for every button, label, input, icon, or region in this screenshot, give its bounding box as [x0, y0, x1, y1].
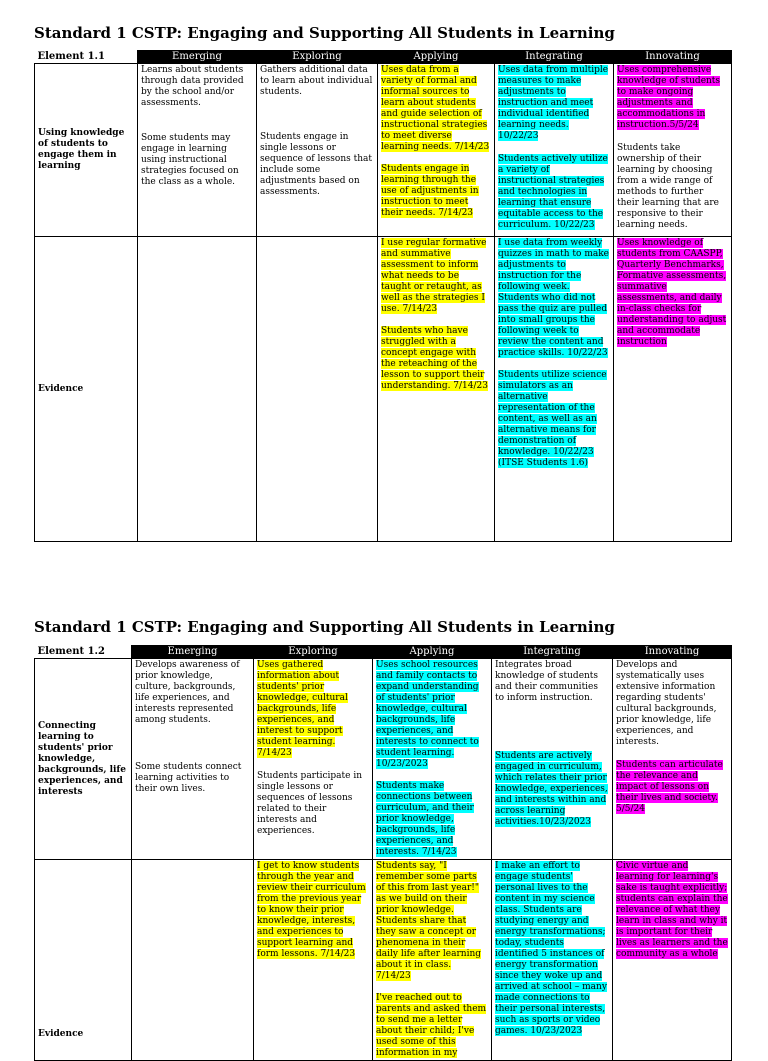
- cell-evidence-exploring: [254, 860, 373, 1061]
- element-label: Element 1.2: [35, 646, 132, 659]
- cell-evidence-emerging: [132, 860, 254, 1061]
- rubric-text: Some students may engage in learning using instructional strategies focused on the class as a whole.: [141, 133, 239, 187]
- rubric-text-highlighted: Students actively utilize a variety of instructional strategies and technologies in learning that ensure equitable access to the curriculum. 10/22/23: [498, 154, 608, 230]
- section-element-1-1: [34, 24, 731, 542]
- section-element-1-2: [34, 618, 731, 1061]
- table-row: [35, 659, 732, 860]
- cell-applying: [378, 64, 495, 237]
- rubric-text-highlighted: Uses data from a variety of formal and informal sources to learn about students and guide selection of instructional strategies to meet diverse learning needs. 7/14/23: [381, 65, 490, 152]
- row-label: Using knowledge of students to engage them in learning: [35, 64, 138, 237]
- rubric-text: Students engage in single lessons or sequence of lessons that include some adjustments based on assessments.: [260, 132, 372, 197]
- cell-emerging: [138, 64, 257, 237]
- column-header-integrating: Integrating: [492, 646, 613, 659]
- cell-evidence-emerging: [138, 237, 257, 542]
- evidence-label: Evidence: [35, 237, 138, 542]
- column-header-innovating: Innovating: [614, 51, 732, 64]
- rubric-text: Learns about students through data provided by the school and/or assessments.: [141, 65, 244, 108]
- rubric-table: [34, 645, 732, 1061]
- cell-evidence-innovating: [613, 860, 732, 1061]
- rubric-text: Students take ownership of their learning by choosing from a wide range of methods to further their learning that are responsive to their learning needs.: [617, 143, 719, 230]
- table-row-evidence: [35, 860, 732, 1061]
- evidence-text-highlighted: I get to know students through the year and review their curriculum from the previous year to know their prior knowledge, interests, and experiences to support learning and form lessons. 7/14/23: [257, 861, 366, 959]
- column-header-integrating: Integrating: [495, 51, 614, 64]
- cell-evidence-innovating: [614, 237, 732, 542]
- rubric-text: Gathers additional data to learn about individual students.: [260, 65, 373, 97]
- rubric-text: Develops and systematically uses extensive information regarding students' cultural backgrounds, prior knowledge, life experiences, and interests.: [616, 660, 717, 747]
- cell-exploring: [257, 64, 378, 237]
- table-header-row: [35, 646, 732, 659]
- cell-evidence-integrating: [492, 860, 613, 1061]
- cell-evidence-applying: [373, 860, 492, 1061]
- evidence-text-highlighted: I've reached out to parents and asked them to send me a letter about their child; I've used some of this information in my: [376, 993, 487, 1058]
- rubric-text: Some students connect learning activities to their own lives.: [135, 762, 242, 794]
- rubric-text: Students participate in single lessons or sequences of lessons related to their interests and experiences.: [257, 771, 363, 836]
- column-header-emerging: Emerging: [132, 646, 254, 659]
- table-row-evidence: [35, 237, 732, 542]
- cell-evidence-integrating: [495, 237, 614, 542]
- evidence-text-highlighted: I use regular formative and summative assessment to inform what needs to be taught or retaught, as well as the strategies I use. 7/14/23: [381, 238, 487, 314]
- row-label: Connecting learning to students' prior knowledge, backgrounds, life experiences, and interests: [35, 659, 132, 860]
- cell-integrating: [492, 659, 613, 860]
- page-title: Standard 1 CSTP: Engaging and Supporting All Students in Learning: [34, 24, 615, 42]
- rubric-text-highlighted: Uses data from multiple measures to make adjustments to instruction and meet individual identified learning needs. 10/22/23: [498, 65, 609, 141]
- rubric-text-highlighted: Students engage in learning through the use of adjustments in instruction to meet their needs. 7/14/23: [381, 164, 479, 218]
- rubric-table: [34, 50, 732, 542]
- evidence-text-highlighted: I use data from weekly quizzes in math to make adjustments to instruction for the following week. Students who did not pass the quiz are pulled into small groups the following week to review the content and practice skills. 10/22/23: [498, 238, 610, 358]
- table-row: [35, 64, 732, 237]
- cell-innovating: [613, 659, 732, 860]
- evidence-text-highlighted: Civic virtue and learning for learning's sake is taught explicitly; students can explain the relevance of what they learn in class and why it is important for their lives as learners and the community as a whole: [616, 861, 728, 959]
- rubric-text-highlighted: Students are actively engaged in curriculum, which relates their prior knowledge, experiences, and interests within and across learning activities.10/23/2023: [495, 751, 608, 827]
- rubric-text: Develops awareness of prior knowledge, culture, backgrounds, life experiences, and interests represented among students.: [135, 660, 240, 725]
- evidence-text-highlighted: Students utilize science simulators as an alternative representation of the content, as well as an alternative means for demonstration of knowledge. 10/22/23 (ITSE Students 1.6): [498, 370, 607, 468]
- cell-innovating: [614, 64, 732, 237]
- rubric-text-highlighted: Students can articulate the relevance and impact of lessons on their lives and society. 5/5/24: [616, 760, 723, 814]
- column-header-emerging: Emerging: [138, 51, 257, 64]
- cell-applying: [373, 659, 492, 860]
- cell-evidence-applying: [378, 237, 495, 542]
- evidence-label: Evidence: [35, 860, 132, 1061]
- column-header-exploring: Exploring: [257, 51, 378, 64]
- rubric-text-highlighted: Uses comprehensive knowledge of students to make ongoing adjustments and accommodations in instruction.5/5/24: [617, 65, 721, 130]
- evidence-text-highlighted: Uses knowledge of students from CAASPP, Quarterly Benchmarks, Formative assessments, summative assessments, and daily in-class checks for understanding to adjust and accommodate instruction: [617, 238, 727, 347]
- evidence-text-highlighted: Students who have struggled with a concept engage with the reteaching of the lesson to support their understanding. 7/14/23: [381, 326, 488, 391]
- rubric-text-highlighted: Students make connections between curriculum, and their prior knowledge, backgrounds, life experiences, and interests. 7/14/23: [376, 781, 474, 857]
- rubric-text-highlighted: Uses school resources and family contacts to expand understanding of students' prior knowledge, cultural backgrounds, life experiences, and interests to connect to student learning. 10/23/2023: [376, 660, 479, 769]
- column-header-exploring: Exploring: [254, 646, 373, 659]
- column-header-applying: Applying: [373, 646, 492, 659]
- cell-integrating: [495, 64, 614, 237]
- table-header-row: [35, 51, 732, 64]
- element-label: Element 1.1: [35, 51, 138, 64]
- page-title: Standard 1 CSTP: Engaging and Supporting All Students in Learning: [34, 618, 615, 636]
- rubric-text: Integrates broad knowledge of students and their communities to inform instruction.: [495, 660, 599, 703]
- column-header-applying: Applying: [378, 51, 495, 64]
- evidence-text-highlighted: Students say, "I remember some parts of this from last year!" as we build on their prior knowledge. Students share that they saw a concept or phenomena in their daily life after learning about it in class. 7/14/23: [376, 861, 482, 981]
- cell-evidence-exploring: [257, 237, 378, 542]
- rubric-text-highlighted: Uses gathered information about students' prior knowledge, cultural backgrounds, life experiences, and interest to support student learning. 7/14/23: [257, 660, 348, 758]
- evidence-text-highlighted: I make an effort to engage students' personal lives to the content in my science class. Students are studying energy and energy transformations; today, students identified 5 instances of energy transformation since they woke up and arrived at school – many made connections to their personal interests, such as sports or video games. 10/23/2023: [495, 861, 607, 1036]
- cell-emerging: [132, 659, 254, 860]
- cell-exploring: [254, 659, 373, 860]
- column-header-innovating: Innovating: [613, 646, 732, 659]
